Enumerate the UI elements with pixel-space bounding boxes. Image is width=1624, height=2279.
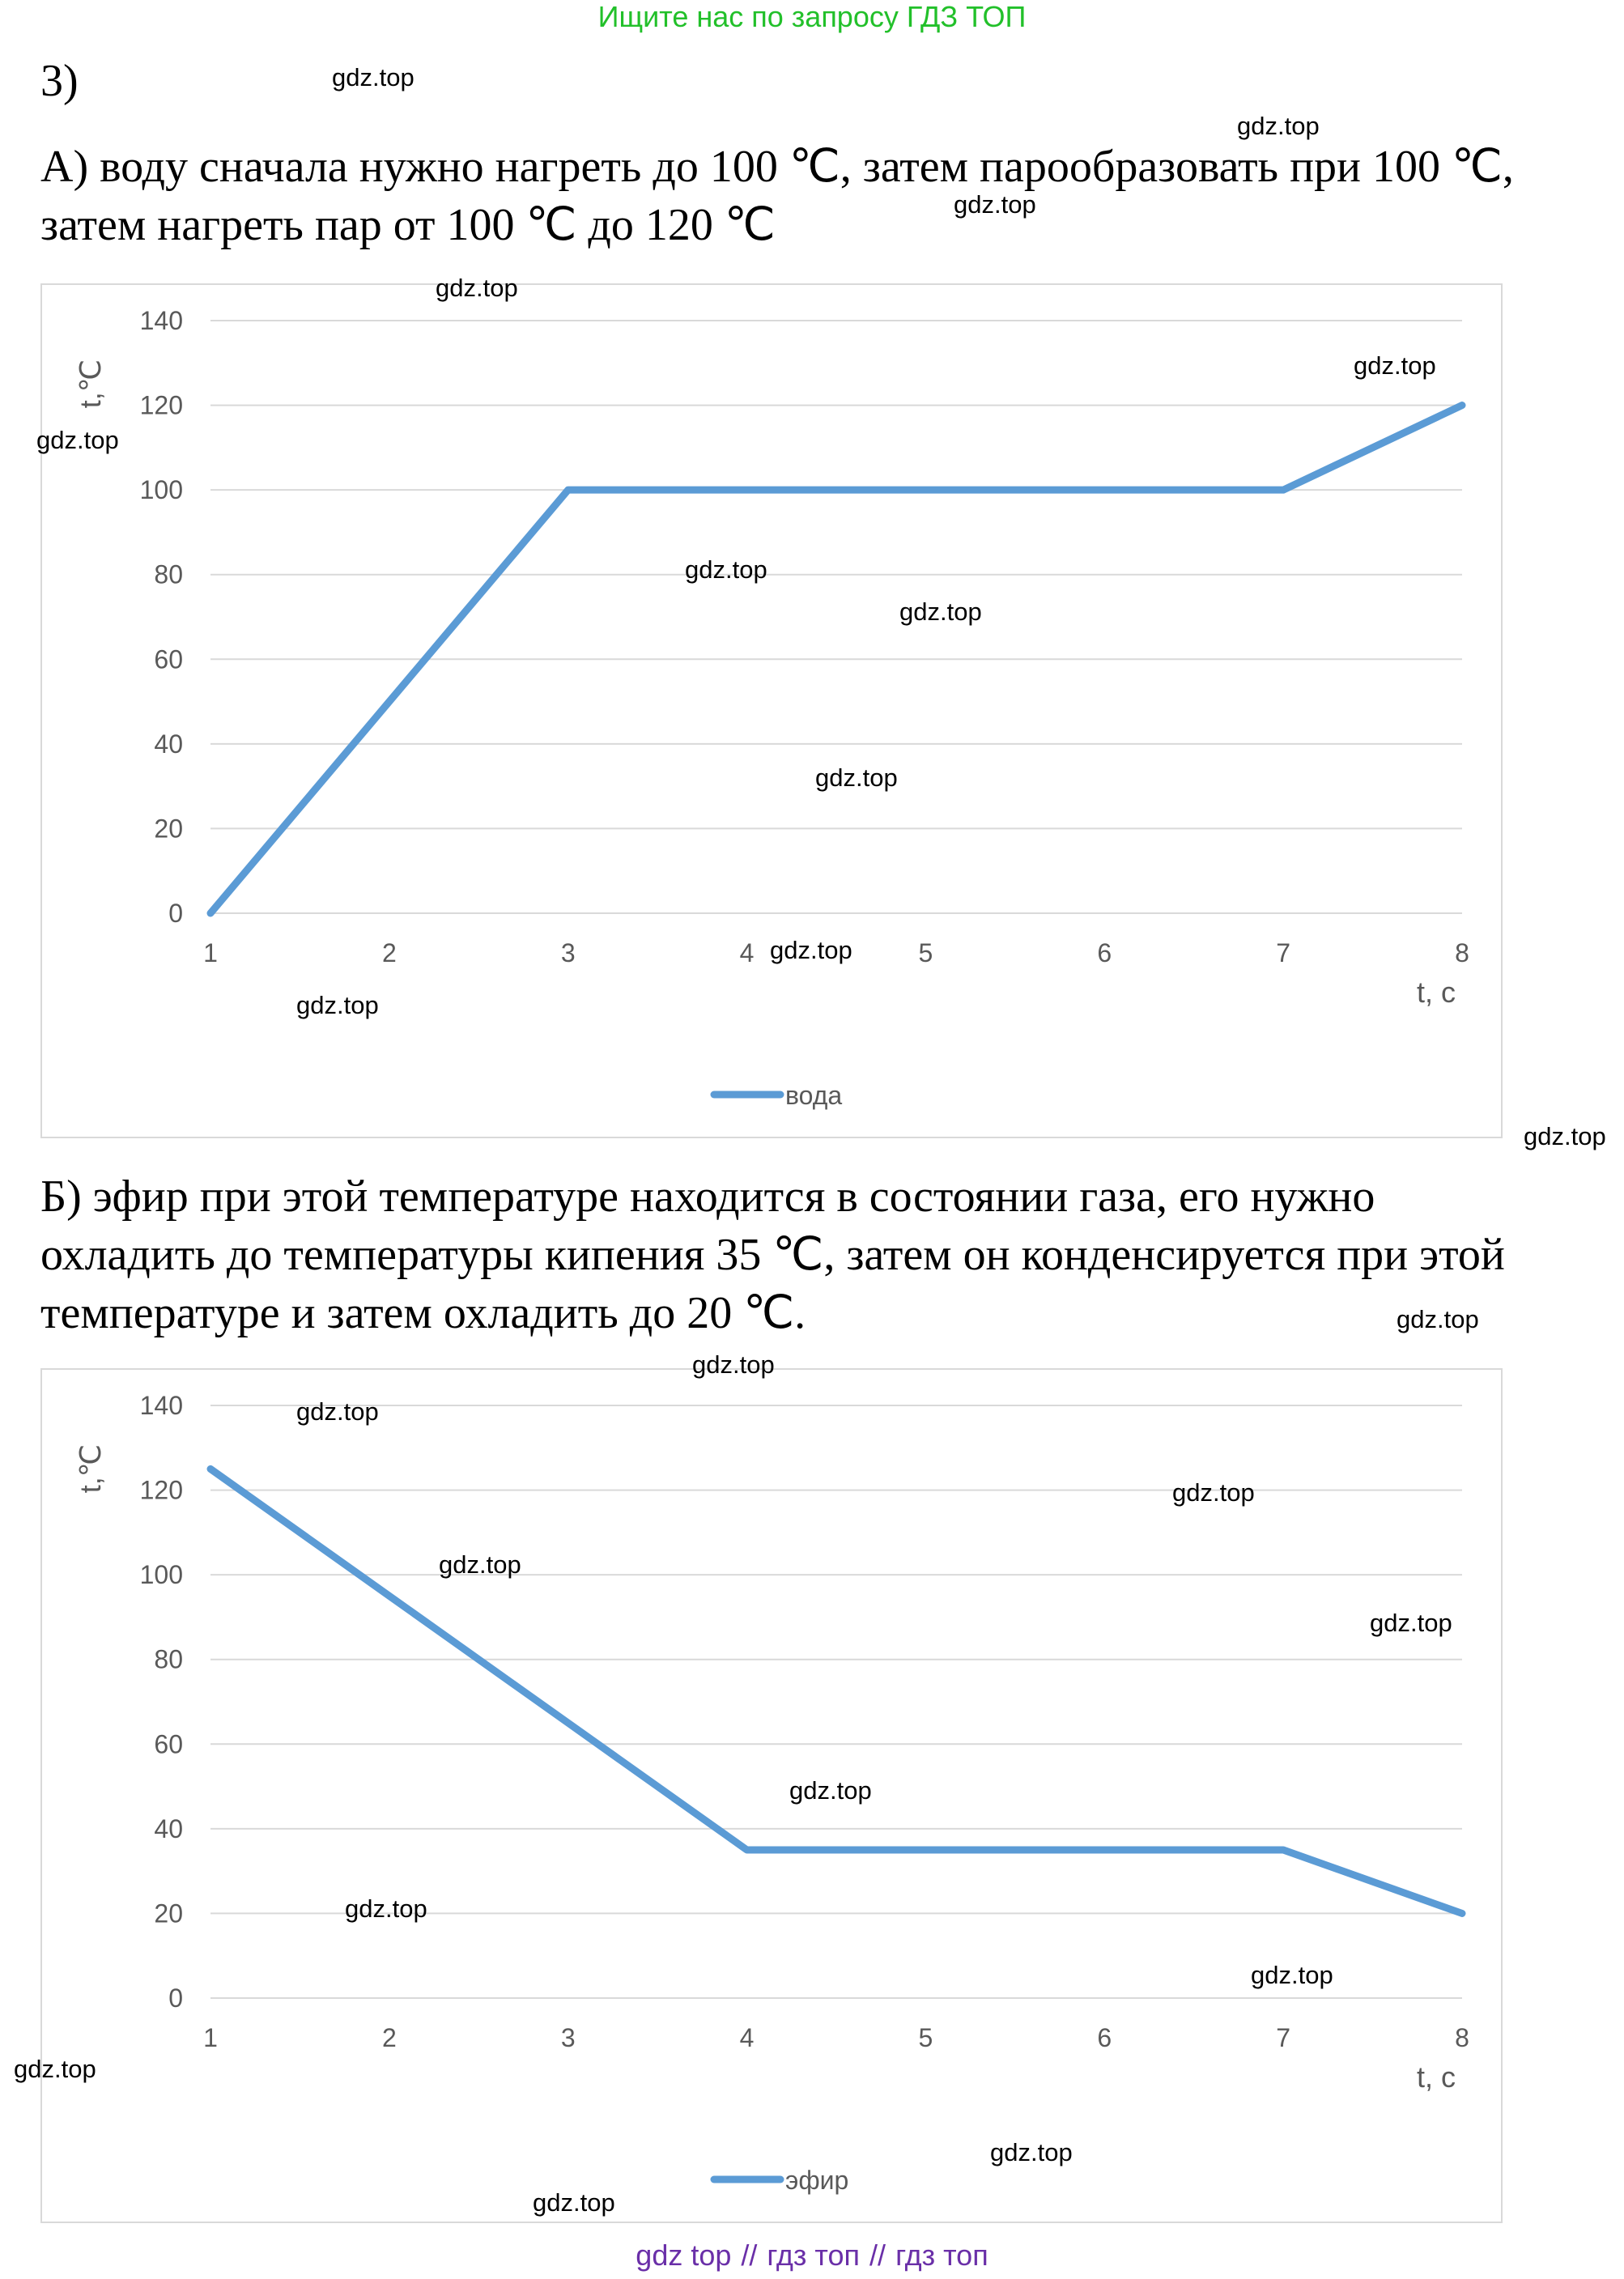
footer-separator: // <box>869 2239 886 2272</box>
watermark: gdz.top <box>789 1776 872 1805</box>
x-tick-label: 2 <box>381 938 397 967</box>
chart-ether-svg <box>42 1370 1504 2225</box>
legend-label: вода <box>785 1081 843 1110</box>
section-a-line-2: затем нагреть пар от 100 ℃ до 120 ℃ <box>40 200 776 250</box>
x-tick-label: 5 <box>918 2023 933 2052</box>
watermark: gdz.top <box>14 2055 96 2083</box>
watermark: gdz.top <box>36 426 119 454</box>
watermark: gdz.top <box>685 555 767 584</box>
x-tick-label: 1 <box>203 938 218 967</box>
x-tick-label: 8 <box>1455 2023 1469 2052</box>
y-axis-label: t,℃ <box>74 1444 107 1494</box>
watermark: gdz.top <box>436 274 518 302</box>
x-tick-label: 4 <box>739 2023 755 2052</box>
watermark: gdz.top <box>1354 351 1436 380</box>
x-tick-label: 3 <box>560 938 576 967</box>
watermark: gdz.top <box>1397 1305 1479 1333</box>
x-tick-label: 1 <box>203 2023 218 2052</box>
x-tick-label: 6 <box>1097 2023 1112 2052</box>
chart-water <box>40 283 1503 1138</box>
section-a-line-1: А) воду сначала нужно нагреть до 100 ℃, затем парообразовать при 100 ℃, <box>40 142 1514 192</box>
watermark: gdz.top <box>692 1350 775 1379</box>
watermark: gdz.top <box>533 2188 615 2217</box>
footer-links <box>0 2239 1624 2273</box>
x-tick-label: 8 <box>1455 938 1469 967</box>
watermark: gdz.top <box>1524 1122 1606 1150</box>
section-b-line-2: охладить до температуры кипения 35 ℃, затем он конденсируется при этой <box>40 1230 1505 1280</box>
watermark: gdz.top <box>815 763 898 792</box>
x-tick-label: 7 <box>1276 2023 1291 2052</box>
x-tick-label: 7 <box>1276 938 1291 967</box>
chart-water-svg <box>42 285 1504 1140</box>
y-tick-label: 20 <box>154 814 183 844</box>
x-tick-label: 6 <box>1097 938 1112 967</box>
x-tick-label: 4 <box>739 938 755 967</box>
x-tick-label: 5 <box>918 938 933 967</box>
y-tick-label: 40 <box>154 1813 183 1843</box>
watermark: gdz.top <box>296 1397 379 1426</box>
watermark: gdz.top <box>1370 1609 1452 1637</box>
y-tick-label: 20 <box>154 1898 183 1928</box>
watermark: gdz.top <box>1237 112 1320 140</box>
watermark: gdz.top <box>439 1550 521 1579</box>
x-axis-label: t, с <box>1416 976 1456 1009</box>
watermark: gdz.top <box>332 63 415 91</box>
y-tick-label: 80 <box>154 1644 183 1674</box>
watermark: gdz.top <box>899 597 982 626</box>
chart-ether <box>40 1368 1503 2223</box>
y-tick-label: 140 <box>139 306 183 335</box>
top-banner[interactable]: Ищите нас по запросу ГДЗ ТОП <box>597 0 1027 33</box>
x-tick-label: 3 <box>560 2023 576 2052</box>
task-number: 3) <box>40 56 79 106</box>
y-tick-label: 140 <box>139 1391 183 1420</box>
footer-link-gdz-top-ru-2[interactable]: гдз топ <box>895 2239 988 2272</box>
watermark: gdz.top <box>770 936 852 964</box>
y-axis-label: t,℃ <box>74 359 107 409</box>
y-tick-label: 0 <box>168 1983 183 2013</box>
y-tick-label: 100 <box>139 1560 183 1590</box>
y-tick-label: 120 <box>139 390 183 420</box>
watermark: gdz.top <box>345 1894 427 1923</box>
y-tick-label: 40 <box>154 729 183 759</box>
y-tick-label: 0 <box>168 899 183 928</box>
series-line-эфир <box>210 1469 1462 1913</box>
watermark: gdz.top <box>1172 1478 1255 1507</box>
section-b-line-1: Б) эфир при этой температуре находится в состоянии газа, его нужно <box>40 1171 1375 1222</box>
section-b-line-3: температуре и затем охладить до 20 ℃. <box>40 1288 806 1338</box>
y-tick-label: 120 <box>139 1475 183 1505</box>
y-tick-label: 100 <box>139 475 183 505</box>
watermark: gdz.top <box>954 190 1036 219</box>
footer-separator: // <box>741 2239 758 2272</box>
legend-label: эфир <box>785 2166 849 2195</box>
footer-link-gdz-top[interactable]: gdz top <box>636 2239 732 2272</box>
x-tick-label: 2 <box>381 2023 397 2052</box>
y-tick-label: 60 <box>154 1729 183 1759</box>
watermark: gdz.top <box>296 991 379 1019</box>
y-tick-label: 60 <box>154 644 183 674</box>
footer-link-gdz-top-ru[interactable]: гдз топ <box>767 2239 861 2272</box>
y-tick-label: 80 <box>154 559 183 589</box>
watermark: gdz.top <box>1251 1961 1333 1989</box>
x-axis-label: t, с <box>1416 2060 1456 2094</box>
watermark: gdz.top <box>990 2138 1073 2166</box>
